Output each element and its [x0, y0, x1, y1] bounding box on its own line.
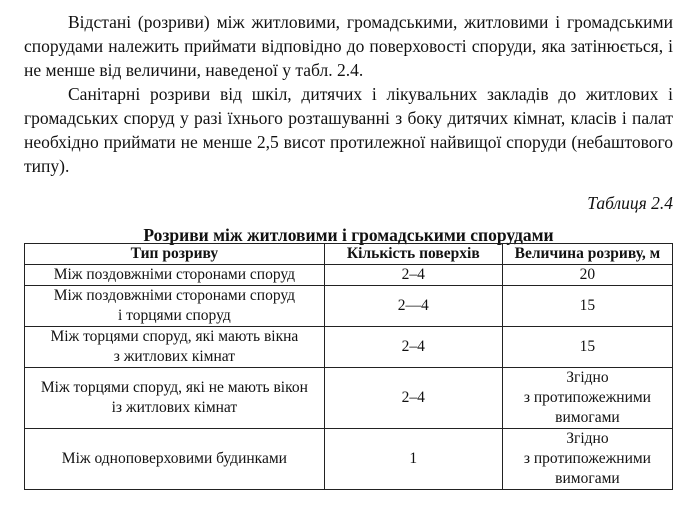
cell-floors: 1 [324, 429, 502, 490]
cell-line: 15 [579, 297, 596, 314]
cell-line: 15 [579, 338, 596, 355]
table-title: Розриви між житловими і громадськими спорудами [143, 225, 554, 245]
table-row [25, 368, 673, 429]
cell-gap-size [502, 265, 672, 286]
table-number: Таблиця 2.4 [587, 193, 673, 213]
cell-line: Між торцями споруд, які мають вікна [50, 328, 299, 345]
cell-gap-size [502, 429, 672, 490]
table-row [25, 265, 673, 286]
table-header-row [25, 244, 673, 265]
cell-line: 20 [579, 266, 596, 283]
cell-line: вимогами [555, 409, 620, 426]
cell-gap-size [502, 327, 672, 368]
gap-table [24, 243, 673, 490]
cell-floors: 2–4 [324, 327, 502, 368]
cell-line: з протипожежними [523, 450, 651, 467]
cell-gap-size [502, 286, 672, 327]
header-gap-size: Величина розриву, м [502, 244, 672, 265]
cell-gap-type [25, 265, 325, 286]
cell-line: вимогами [555, 470, 620, 487]
cell-line: Згідно [566, 369, 609, 386]
table-row [25, 327, 673, 368]
paragraph-2: Санітарні розриви від шкіл, дитячих і лікувальних закладів до житлових і громадських споруд у разі їхнього розташуванні з боку дитячих кімнат, класів і палат необхідно приймати не менше 2,5 висот протилежної найвищої споруди (небаштового типу). [24, 84, 673, 176]
header-gap-type: Тип розриву [25, 244, 325, 265]
cell-line: з житлових кімнат [113, 348, 236, 365]
cell-floors: 2–4 [324, 368, 502, 429]
cell-line: із житлових кімнат [111, 399, 238, 416]
cell-gap-size [502, 368, 672, 429]
cell-line: Згідно [566, 430, 609, 447]
table-row [25, 429, 673, 490]
cell-line: Між поздовжніми сторонами споруд [53, 287, 296, 304]
cell-floors: 2–4 [324, 265, 502, 286]
cell-floors: 2—4 [324, 286, 502, 327]
cell-gap-type [25, 368, 325, 429]
cell-line: Між одноповерховими будинками [61, 450, 287, 467]
cell-line: Між торцями споруд, які не мають вікон [40, 379, 308, 396]
cell-gap-type [25, 286, 325, 327]
cell-line: з протипожежними [523, 389, 651, 406]
cell-line: Між поздовжніми сторонами споруд [53, 266, 296, 283]
table-row [25, 286, 673, 327]
cell-gap-type [25, 429, 325, 490]
cell-gap-type [25, 327, 325, 368]
paragraph-1: Відстані (розриви) між житловими, громадськими, житловими і громадськими спорудами належить приймати відповідно до поверховості споруди, яка затінюється, і не менше від величини, наведеної у табл. 2.4. [24, 12, 673, 80]
cell-line: і торцями споруд [117, 307, 231, 324]
header-floors: Кількість поверхів [324, 244, 502, 265]
